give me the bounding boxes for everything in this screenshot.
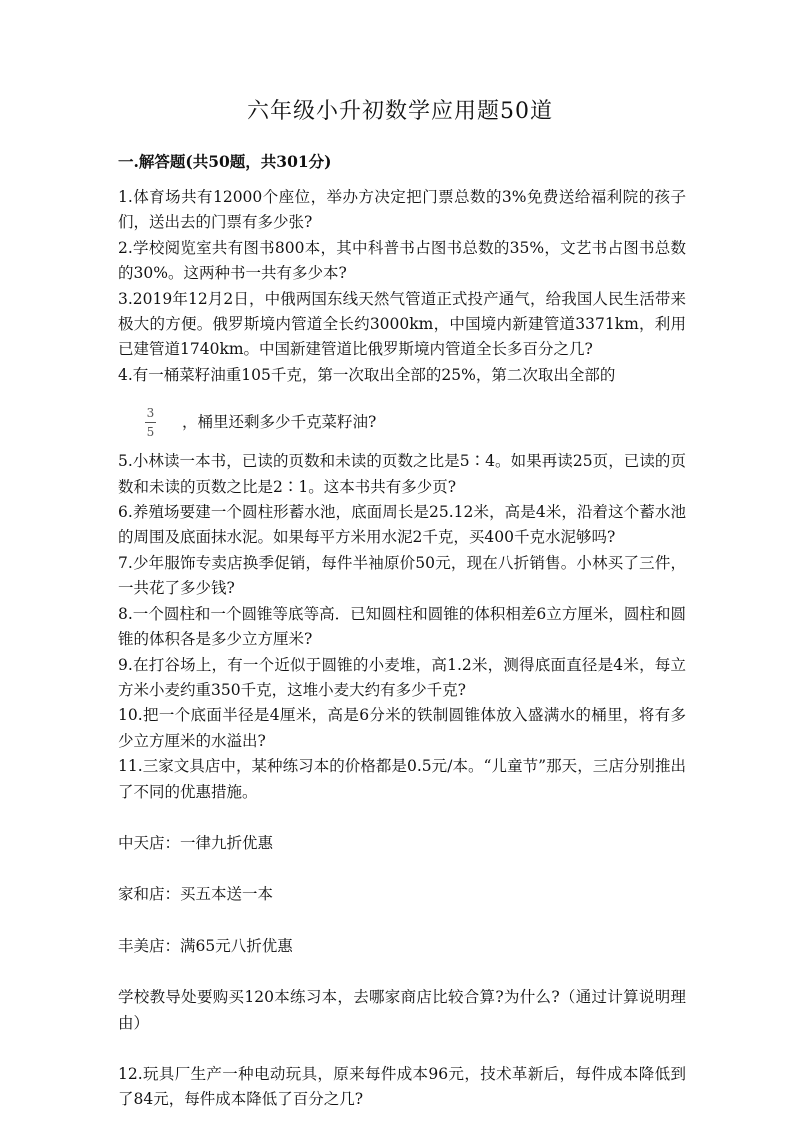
store-offer-2: 家和店：买五本送一本 <box>118 885 274 904</box>
question-list <box>118 185 686 1113</box>
question-8: 8.一个圆柱和一个圆锥等底等高．已知圆柱和圆锥的体积相差6立方厘米，圆柱和圆锥的体积各是多少立方厘米? <box>118 604 686 649</box>
section-heading: 一.解答题(共50题，共301分) <box>118 152 332 171</box>
question-5: 5.小林读一本书，已读的页数和未读的页数之比是5∶4。如果再读25页，已读的页数和未读的页数之比是2∶1。这本书共有多少页? <box>118 452 686 496</box>
fraction-bar <box>145 422 156 423</box>
question-10: 10.把一个底面半径是4厘米，高是6分米的铁制圆锥体放入盛满水的桶里，将有多少立方厘米的水溢出? <box>118 706 686 750</box>
question-2: 2.学校阅览室共有图书800本，其中科普书占图书总数的35%，文艺书占图书总数的30%。这两种书一共有多少本? <box>118 238 686 283</box>
question-4: 4.有一桶菜籽油重105千克，第一次取出全部的25%，第二次取出全部的 <box>118 365 616 384</box>
question-11-ask: 学校教导处要购买120本练习本，去哪家商店比较合算?为什么?（通过计算说明理由） <box>118 988 686 1032</box>
fraction-denominator: 5 <box>146 425 155 440</box>
question-4-tail: ，桶里还剩多少千克菜籽油? <box>182 413 377 432</box>
question-9: 9.在打谷场上，有一个近似于圆锥的小麦堆，高1.2米，测得底面直径是4米，每立方米小麦约重350千克，这堆小麦大约有多少千克? <box>118 655 686 699</box>
question-1: 1.体育场共有12000个座位，举办方决定把门票总数的3%免费送给福利院的孩子们，送出去的门票有多少张? <box>118 188 686 232</box>
store-offer-1: 中天店：一律九折优惠 <box>118 833 274 852</box>
fraction-numerator: 3 <box>146 406 155 421</box>
store-offer-3: 丰美店：满65元八折优惠 <box>118 936 293 955</box>
question-11: 11.三家文具店中，某种练习本的价格都是0.5元/本。“儿童节”那天，三店分别推出了不同的优惠措施。 <box>118 757 686 801</box>
question-12: 12.玩具厂生产一种电动玩具，原来每件成本96元，技术革新后，每件成本降低到了84元，每件成本降低了百分之几? <box>118 1064 686 1109</box>
fraction <box>145 406 156 439</box>
question-4-continuation <box>118 406 686 439</box>
question-3: 3.2019年12月2日，中俄两国东线天然气管道正式投产通气，给我国人民生活带来极大的方便。俄罗斯境内管道全长约3000km，中国境内新建管道3371km，利用已建管道1740km。中国新建管道比俄罗斯境内管道全长多百分之几? <box>118 289 686 359</box>
question-6: 6.养殖场要建一个圆柱形蓄水池，底面周长是25.12米，高是4米，沿着这个蓄水池的周围及底面抹水泥。如果每平方米用水泥2千克，买400千克水泥够吗? <box>118 503 686 547</box>
question-7: 7.少年服饰专卖店换季促销，每件半袖原价50元，现在八折销售。小林买了三件，一共花了多少钱? <box>118 553 686 598</box>
page-title: 六年级小升初数学应用题50道 <box>247 99 553 124</box>
